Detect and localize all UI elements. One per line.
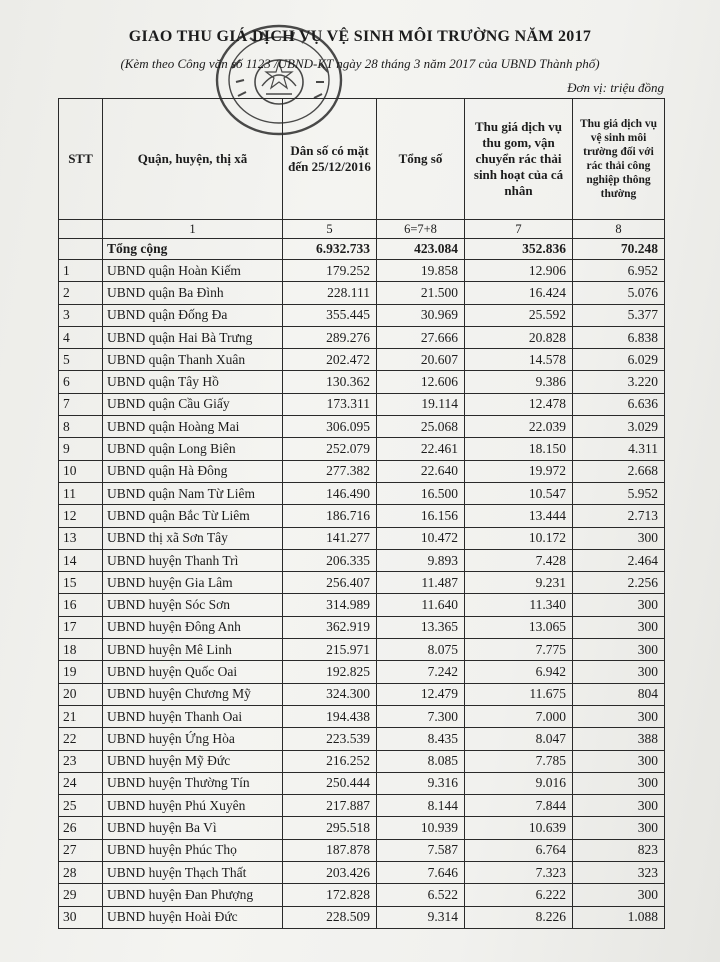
total-cell: 11.487: [377, 572, 465, 594]
population-cell: 306.095: [283, 416, 377, 438]
industrial-fee-cell: 5.377: [573, 304, 665, 326]
district-name: UBND huyện Thường Tín: [103, 772, 283, 794]
household-fee-cell: 18.150: [465, 438, 573, 460]
total-cell: 9.893: [377, 549, 465, 571]
column-index: 5: [283, 220, 377, 239]
total-cell: 6.522: [377, 884, 465, 906]
household-fee-cell: 8.047: [465, 728, 573, 750]
population-cell: 314.989: [283, 594, 377, 616]
total-cell: 10.939: [377, 817, 465, 839]
industrial-fee-cell: 300: [573, 705, 665, 727]
column-index-row: [59, 220, 665, 239]
row-stt: 7: [59, 393, 103, 415]
district-name: UBND huyện Phú Xuyên: [103, 795, 283, 817]
total-cell: 21.500: [377, 282, 465, 304]
population-cell: 215.971: [283, 639, 377, 661]
household-fee-cell: 10.172: [465, 527, 573, 549]
district-name: UBND huyện Chương Mỹ: [103, 683, 283, 705]
district-name: UBND huyện Quốc Oai: [103, 661, 283, 683]
table-row: [59, 750, 665, 772]
industrial-fee-cell: 300: [573, 616, 665, 638]
household-fee-cell: 13.444: [465, 505, 573, 527]
industrial-fee-cell: 4.311: [573, 438, 665, 460]
total-cell: 8.075: [377, 639, 465, 661]
industrial-fee-cell: 6.952: [573, 260, 665, 282]
table-row: [59, 349, 665, 371]
table-row: [59, 260, 665, 282]
total-cell: 27.666: [377, 326, 465, 348]
table-row: [59, 661, 665, 683]
household-fee-cell: 7.323: [465, 862, 573, 884]
household-fee-cell: 6.764: [465, 839, 573, 861]
total-cell: 9.314: [377, 906, 465, 928]
row-stt: 23: [59, 750, 103, 772]
industrial-fee-cell: 300: [573, 527, 665, 549]
household-fee-cell: 13.065: [465, 616, 573, 638]
header-district: Quận, huyện, thị xã: [103, 99, 283, 220]
table-row: [59, 527, 665, 549]
row-stt: 11: [59, 482, 103, 504]
household-fee-cell: 7.844: [465, 795, 573, 817]
table-row: [59, 460, 665, 482]
total-cell: 19.114: [377, 393, 465, 415]
column-index: 1: [103, 220, 283, 239]
table-row: [59, 795, 665, 817]
table-row: [59, 371, 665, 393]
population-cell: 194.438: [283, 705, 377, 727]
household-fee-cell: 7.775: [465, 639, 573, 661]
industrial-fee-cell: 388: [573, 728, 665, 750]
household-fee-cell: 11.675: [465, 683, 573, 705]
population-cell: 324.300: [283, 683, 377, 705]
unit-label: Đơn vị: triệu đồng: [567, 80, 664, 95]
table-row: [59, 572, 665, 594]
household-fee-cell: 9.231: [465, 572, 573, 594]
industrial-fee-cell: 300: [573, 661, 665, 683]
fee-allocation-table: [58, 98, 665, 929]
total-cell: 20.607: [377, 349, 465, 371]
table-body: [59, 260, 665, 929]
household-fee-cell: 7.785: [465, 750, 573, 772]
table-row: [59, 616, 665, 638]
header-stt: STT: [59, 99, 103, 220]
population-cell: 277.382: [283, 460, 377, 482]
population-cell: 206.335: [283, 549, 377, 571]
table-row: [59, 482, 665, 504]
row-stt: 9: [59, 438, 103, 460]
household-fee-cell: 12.478: [465, 393, 573, 415]
population-cell: 141.277: [283, 527, 377, 549]
district-name: UBND huyện Ba Vì: [103, 817, 283, 839]
row-stt: 18: [59, 639, 103, 661]
household-fee-cell: 22.039: [465, 416, 573, 438]
total-cell: 30.969: [377, 304, 465, 326]
row-stt: 10: [59, 460, 103, 482]
household-fee-cell: 9.016: [465, 772, 573, 794]
industrial-fee-cell: 5.952: [573, 482, 665, 504]
population-cell: 217.887: [283, 795, 377, 817]
total-cell: 7.300: [377, 705, 465, 727]
population-cell: 250.444: [283, 772, 377, 794]
header-household-fee: Thu giá dịch vụ thu gom, vận chuyển rác thải sinh hoạt của cá nhân: [465, 99, 573, 220]
industrial-fee-cell: 823: [573, 839, 665, 861]
row-stt: 26: [59, 817, 103, 839]
table-row: [59, 393, 665, 415]
total-sum: 423.084: [377, 239, 465, 260]
industrial-fee-cell: 323: [573, 862, 665, 884]
total-cell: 12.606: [377, 371, 465, 393]
population-cell: 223.539: [283, 728, 377, 750]
population-cell: 216.252: [283, 750, 377, 772]
household-fee-cell: 7.428: [465, 549, 573, 571]
table-row: [59, 884, 665, 906]
total-cell: 10.472: [377, 527, 465, 549]
district-name: UBND quận Hà Đông: [103, 460, 283, 482]
population-cell: 192.825: [283, 661, 377, 683]
district-name: UBND huyện Thanh Trì: [103, 549, 283, 571]
row-stt: 14: [59, 549, 103, 571]
row-stt: 29: [59, 884, 103, 906]
table-row: [59, 839, 665, 861]
table-row: [59, 817, 665, 839]
row-stt: 12: [59, 505, 103, 527]
table-row: [59, 304, 665, 326]
household-fee-cell: 12.906: [465, 260, 573, 282]
industrial-fee-cell: 6.029: [573, 349, 665, 371]
total-cell: 12.479: [377, 683, 465, 705]
header-total: Tổng số: [377, 99, 465, 220]
row-stt: 4: [59, 326, 103, 348]
population-cell: 355.445: [283, 304, 377, 326]
table-row: [59, 282, 665, 304]
total-cell: 7.646: [377, 862, 465, 884]
household-fee-cell: 10.639: [465, 817, 573, 839]
district-name: UBND huyện Hoài Đức: [103, 906, 283, 928]
district-name: UBND quận Hoàn Kiếm: [103, 260, 283, 282]
table-row: [59, 705, 665, 727]
district-name: UBND quận Hoàng Mai: [103, 416, 283, 438]
population-cell: 362.919: [283, 616, 377, 638]
row-stt: 1: [59, 260, 103, 282]
total-cell: 8.144: [377, 795, 465, 817]
table-row: [59, 683, 665, 705]
district-name: UBND huyện Thạch Thất: [103, 862, 283, 884]
district-name: UBND quận Long Biên: [103, 438, 283, 460]
table-row: [59, 906, 665, 928]
row-stt: 30: [59, 906, 103, 928]
column-index: 6=7+8: [377, 220, 465, 239]
household-fee-cell: 6.942: [465, 661, 573, 683]
district-name: UBND thị xã Sơn Tây: [103, 527, 283, 549]
population-cell: 295.518: [283, 817, 377, 839]
industrial-fee-cell: 300: [573, 772, 665, 794]
total-row: [59, 239, 665, 260]
row-stt: 19: [59, 661, 103, 683]
table-row: [59, 438, 665, 460]
total-label: Tổng cộng: [103, 239, 283, 260]
district-name: UBND huyện Thanh Oai: [103, 705, 283, 727]
document-title: GIAO THU GIÁ DỊCH VỤ VỆ SINH MÔI TRƯỜNG NĂM 2017: [128, 28, 592, 45]
population-cell: 146.490: [283, 482, 377, 504]
population-cell: 252.079: [283, 438, 377, 460]
table-row: [59, 594, 665, 616]
industrial-fee-cell: 300: [573, 594, 665, 616]
household-fee-cell: 8.226: [465, 906, 573, 928]
row-stt: 13: [59, 527, 103, 549]
total-cell: 9.316: [377, 772, 465, 794]
header-population: Dân số có mặt đến 25/12/2016: [283, 99, 377, 220]
district-name: UBND quận Nam Từ Liêm: [103, 482, 283, 504]
total-cell: 16.156: [377, 505, 465, 527]
total-stt: [59, 239, 103, 260]
total-cell: 7.242: [377, 661, 465, 683]
total-cell: 11.640: [377, 594, 465, 616]
row-stt: 3: [59, 304, 103, 326]
total-cell: 19.858: [377, 260, 465, 282]
row-stt: 21: [59, 705, 103, 727]
row-stt: 20: [59, 683, 103, 705]
column-index: 8: [573, 220, 665, 239]
table-header-row: [59, 99, 665, 220]
industrial-fee-cell: 2.713: [573, 505, 665, 527]
district-name: UBND huyện Đan Phượng: [103, 884, 283, 906]
population-cell: 187.878: [283, 839, 377, 861]
population-cell: 173.311: [283, 393, 377, 415]
industrial-fee-cell: 3.029: [573, 416, 665, 438]
population-cell: 202.472: [283, 349, 377, 371]
total-cell: 7.587: [377, 839, 465, 861]
industrial-fee-cell: 2.668: [573, 460, 665, 482]
industrial-fee-cell: 3.220: [573, 371, 665, 393]
total-industrial-fee: 70.248: [573, 239, 665, 260]
total-cell: 25.068: [377, 416, 465, 438]
industrial-fee-cell: 6.838: [573, 326, 665, 348]
population-cell: 256.407: [283, 572, 377, 594]
district-name: UBND huyện Phúc Thọ: [103, 839, 283, 861]
district-name: UBND huyện Gia Lâm: [103, 572, 283, 594]
household-fee-cell: 6.222: [465, 884, 573, 906]
district-name: UBND huyện Ứng Hòa: [103, 728, 283, 750]
household-fee-cell: 10.547: [465, 482, 573, 504]
industrial-fee-cell: 2.256: [573, 572, 665, 594]
household-fee-cell: 20.828: [465, 326, 573, 348]
industrial-fee-cell: 300: [573, 795, 665, 817]
industrial-fee-cell: 1.088: [573, 906, 665, 928]
district-name: UBND quận Hai Bà Trưng: [103, 326, 283, 348]
household-fee-cell: 16.424: [465, 282, 573, 304]
industrial-fee-cell: 300: [573, 750, 665, 772]
row-stt: 15: [59, 572, 103, 594]
document-subtitle: (Kèm theo Công văn số 1123 /UBND-KT ngày 28 tháng 3 năm 2017 của UBND Thành phố): [120, 56, 600, 71]
table-row: [59, 549, 665, 571]
industrial-fee-cell: 300: [573, 817, 665, 839]
district-name: UBND quận Ba Đình: [103, 282, 283, 304]
row-stt: 2: [59, 282, 103, 304]
table-row: [59, 416, 665, 438]
total-cell: 22.461: [377, 438, 465, 460]
table-row: [59, 326, 665, 348]
total-cell: 16.500: [377, 482, 465, 504]
column-index: 7: [465, 220, 573, 239]
district-name: UBND huyện Sóc Sơn: [103, 594, 283, 616]
row-stt: 28: [59, 862, 103, 884]
population-cell: 228.509: [283, 906, 377, 928]
population-cell: 228.111: [283, 282, 377, 304]
industrial-fee-cell: 2.464: [573, 549, 665, 571]
district-name: UBND huyện Đông Anh: [103, 616, 283, 638]
industrial-fee-cell: 804: [573, 683, 665, 705]
row-stt: 17: [59, 616, 103, 638]
household-fee-cell: 11.340: [465, 594, 573, 616]
population-cell: 179.252: [283, 260, 377, 282]
district-name: UBND huyện Mê Linh: [103, 639, 283, 661]
total-household-fee: 352.836: [465, 239, 573, 260]
district-name: UBND quận Tây Hồ: [103, 371, 283, 393]
row-stt: 8: [59, 416, 103, 438]
district-name: UBND huyện Mỹ Đức: [103, 750, 283, 772]
total-cell: 8.435: [377, 728, 465, 750]
household-fee-cell: 14.578: [465, 349, 573, 371]
table-row: [59, 505, 665, 527]
population-cell: 289.276: [283, 326, 377, 348]
population-cell: 172.828: [283, 884, 377, 906]
district-name: UBND quận Bắc Từ Liêm: [103, 505, 283, 527]
table-row: [59, 639, 665, 661]
industrial-fee-cell: 300: [573, 884, 665, 906]
population-cell: 130.362: [283, 371, 377, 393]
population-cell: 203.426: [283, 862, 377, 884]
row-stt: 27: [59, 839, 103, 861]
column-index: [59, 220, 103, 239]
table-row: [59, 728, 665, 750]
row-stt: 5: [59, 349, 103, 371]
total-cell: 22.640: [377, 460, 465, 482]
industrial-fee-cell: 300: [573, 639, 665, 661]
header-industrial-fee: Thu giá dịch vụ vệ sinh môi trường đối với rác thải công nghiệp thông thường: [573, 99, 665, 220]
industrial-fee-cell: 6.636: [573, 393, 665, 415]
household-fee-cell: 7.000: [465, 705, 573, 727]
industrial-fee-cell: 5.076: [573, 282, 665, 304]
row-stt: 24: [59, 772, 103, 794]
row-stt: 25: [59, 795, 103, 817]
household-fee-cell: 25.592: [465, 304, 573, 326]
household-fee-cell: 9.386: [465, 371, 573, 393]
population-cell: 186.716: [283, 505, 377, 527]
row-stt: 6: [59, 371, 103, 393]
household-fee-cell: 19.972: [465, 460, 573, 482]
total-population: 6.932.733: [283, 239, 377, 260]
district-name: UBND quận Thanh Xuân: [103, 349, 283, 371]
row-stt: 16: [59, 594, 103, 616]
total-cell: 8.085: [377, 750, 465, 772]
row-stt: 22: [59, 728, 103, 750]
total-cell: 13.365: [377, 616, 465, 638]
district-name: UBND quận Cầu Giấy: [103, 393, 283, 415]
district-name: UBND quận Đống Đa: [103, 304, 283, 326]
table-row: [59, 862, 665, 884]
table-row: [59, 772, 665, 794]
